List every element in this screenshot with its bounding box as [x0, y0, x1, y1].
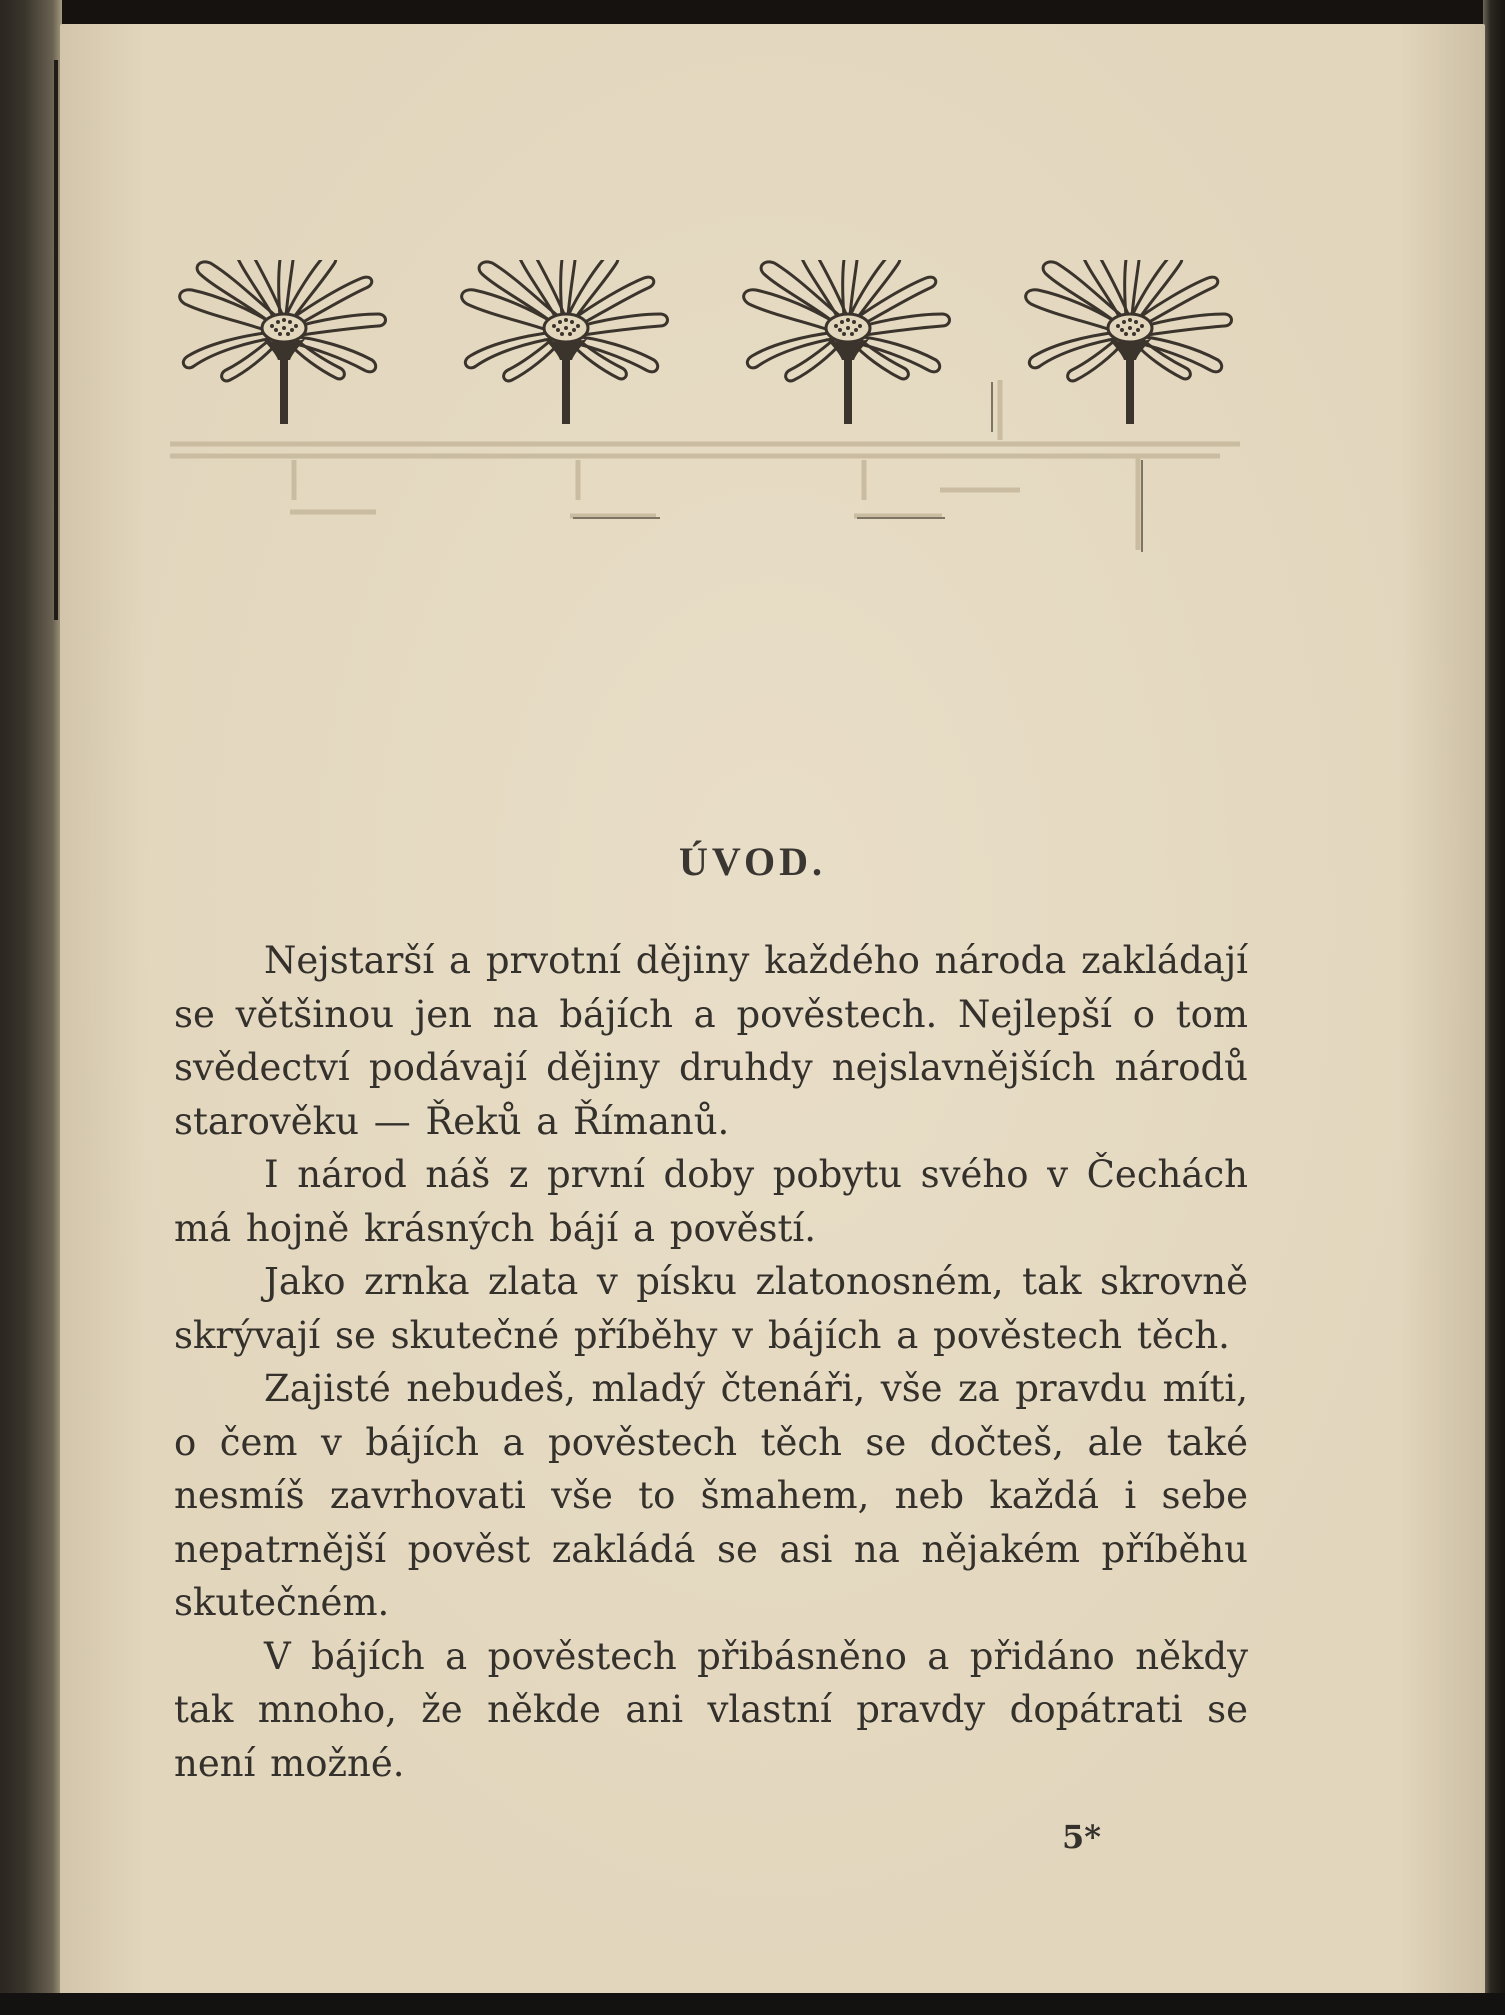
body-text	[174, 934, 1248, 1790]
chapter-title: ÚVOD.	[679, 839, 826, 884]
binding-shadow-line	[54, 60, 58, 620]
top-scan-edge	[0, 0, 1505, 26]
book-binding	[0, 0, 62, 2015]
daisy-flower-icon	[744, 260, 950, 424]
paragraph: V bájích a pověstech přibásněno a přidáno někdy tak mnoho, že někde ani vlastní pravdy dopátrati se není možné.	[174, 1634, 1248, 1785]
paragraph: Jako zrnka zlata v písku zlatonosném, tak skrovně skrývají se skutečné příběhy v bájích a pověstech těch.	[174, 1260, 1248, 1357]
paragraph: Nejstarší a prvotní dějiny každého národa zakládají se většinou jen na bájích a pověstech. Nejlepší o tom svědectví podávají dějiny druhdy nejslavnějších národů starověku — Řeků a Římanů.	[174, 939, 1248, 1143]
daisy-flower-icon	[462, 260, 668, 424]
paragraph: Zajisté nebudeš, mladý čtenáři, vše za pravdu míti, o čem v bájích a pověstech těch se dočteš, ale také nesmíš zavrhovati vše to šmahem, neb každá i sebe nepatrnější pověst zakládá se asi na nějakém příběhu skutečném.	[174, 1367, 1248, 1624]
daisy-flower-icon	[180, 260, 386, 424]
daisy-ornament-header	[170, 260, 1250, 560]
bottom-scan-edge	[0, 1993, 1505, 2015]
paragraph: I národ náš z první doby pobytu svého v Čechách má hojně krásných bájí a pověstí.	[174, 1153, 1248, 1250]
page-number: 5*	[1062, 1818, 1101, 1856]
trellis-lines	[170, 380, 1240, 550]
right-scan-edge	[1483, 0, 1505, 2015]
daisy-flower-icon	[1026, 260, 1232, 424]
